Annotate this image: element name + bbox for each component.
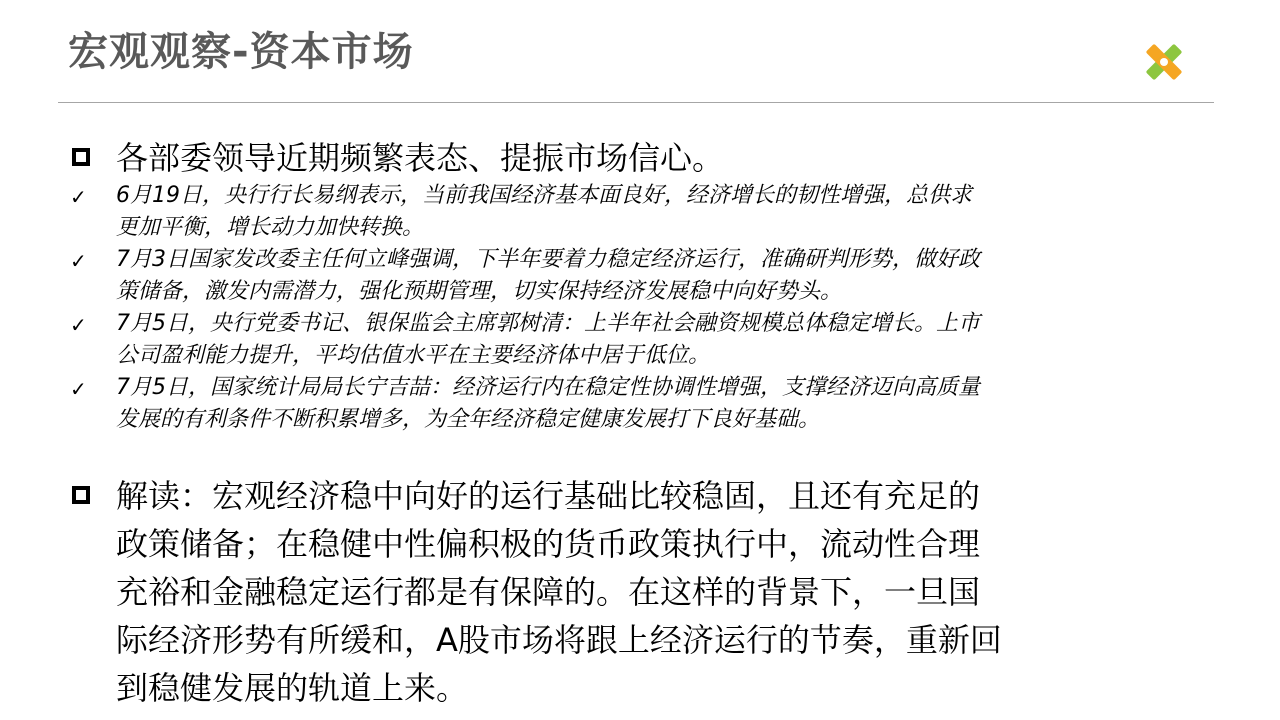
checkmark-icon: ✓ bbox=[70, 313, 87, 337]
square-bullet-icon bbox=[72, 148, 90, 166]
list-item-line: 7月5日，国家统计局局长宁吉喆：经济运行内在稳定性协调性增强，支撑经济迈向高质量 bbox=[116, 375, 980, 400]
slide-title: 宏观观察-资本市场 bbox=[68, 29, 414, 75]
square-bullet-icon bbox=[72, 486, 90, 504]
list-item-line: 更加平衡，增长动力加快转换。 bbox=[116, 215, 425, 240]
list-item-line: 6月19日，央行行长易纲表示，当前我国经济基本面良好，经济增长的韧性增强，总供求 bbox=[116, 183, 972, 208]
section1-heading: 各部委领导近期频繁表态、提振市场信心。 bbox=[116, 139, 725, 177]
interpretation-line: 政策储备；在稳健中性偏积极的货币政策执行中，流动性合理 bbox=[116, 525, 981, 563]
list-item bbox=[116, 372, 980, 436]
checkmark-icon: ✓ bbox=[70, 185, 87, 209]
list-item-line: 7月3日国家发改委主任何立峰强调，下半年要着力稳定经济运行，准确研判形势，做好政 bbox=[116, 247, 980, 272]
list-item-line: 公司盈利能力提升，平均估值水平在主要经济体中居于低位。 bbox=[116, 343, 711, 368]
list-item-line: 策储备，激发内需潜力，强化预期管理，切实保持经济发展稳中向好势头。 bbox=[116, 279, 843, 304]
interpretation-line: 充裕和金融稳定运行都是有保障的。在这样的背景下，一旦国 bbox=[116, 573, 981, 611]
interpretation-line: 解读：宏观经济稳中向好的运行基础比较稳固，且还有充足的 bbox=[116, 477, 981, 515]
title-divider bbox=[58, 102, 1214, 103]
list-item-line: 发展的有利条件不断积累增多，为全年经济稳定健康发展打下良好基础。 bbox=[116, 407, 821, 432]
checkmark-icon: ✓ bbox=[70, 249, 87, 273]
checkmark-icon: ✓ bbox=[70, 377, 87, 401]
list-item-line: 7月5日，央行党委书记、银保监会主席郭树清：上半年社会融资规模总体稳定增长。上市 bbox=[116, 311, 980, 336]
interpretation-line: 到稳健发展的轨道上来。 bbox=[116, 669, 469, 707]
interpretation-line: 际经济形势有所缓和，A股市场将跟上经济运行的节奏，重新回 bbox=[116, 621, 1002, 659]
company-logo bbox=[1138, 36, 1190, 88]
list-item bbox=[116, 180, 972, 244]
interpretation-paragraph bbox=[116, 472, 1002, 712]
list-item bbox=[116, 244, 980, 308]
list-item bbox=[116, 308, 980, 372]
